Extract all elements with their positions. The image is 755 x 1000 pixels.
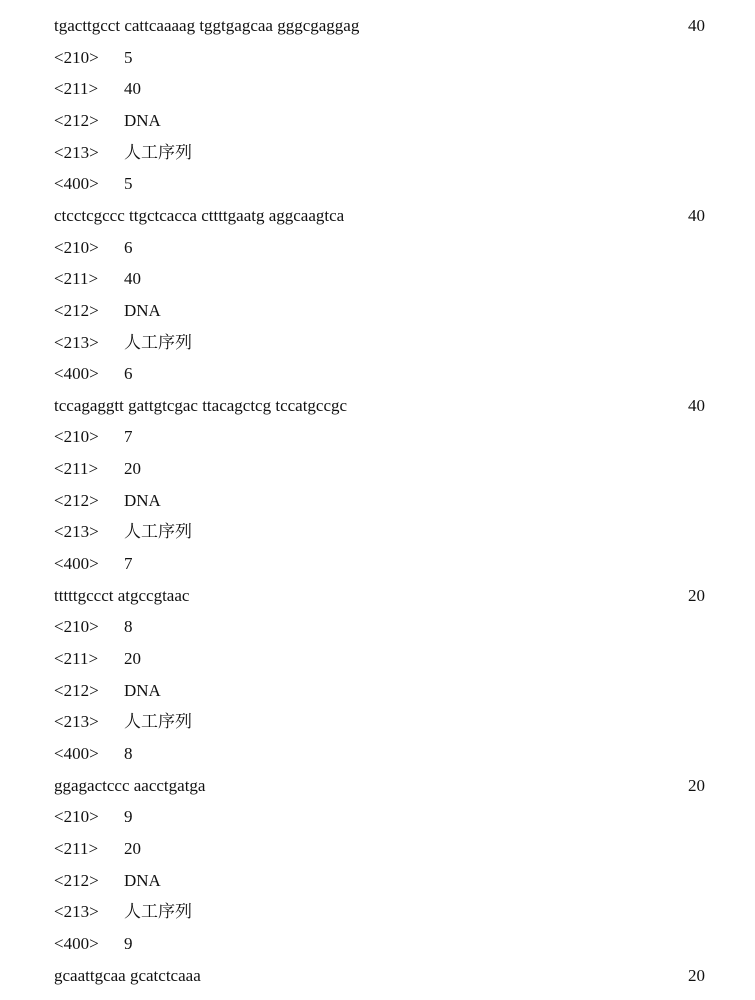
field-value: 5 [124, 47, 133, 67]
field-line [54, 521, 705, 543]
field-value: DNA [124, 870, 161, 890]
field-value: 9 [124, 933, 133, 953]
field-value: 6 [124, 364, 133, 384]
field-value: 9 [124, 807, 133, 827]
field-line [54, 680, 705, 702]
sequence-length: 20 [688, 585, 705, 605]
field-tag: <400> [54, 364, 99, 384]
field-tag: <212> [54, 300, 99, 320]
field-line [54, 142, 705, 164]
field-value: 20 [124, 838, 141, 858]
field-line [54, 838, 705, 860]
sequence-length: 40 [688, 395, 705, 415]
field-value: DNA [124, 680, 161, 700]
field-line [54, 648, 705, 670]
field-line [54, 363, 705, 385]
field-tag: <213> [54, 522, 99, 542]
field-value: 人工序列 [124, 332, 192, 352]
sequence-length: 40 [688, 16, 705, 35]
sequence-text: ggagactccc aacctgatga [54, 775, 206, 795]
field-line [54, 237, 705, 259]
field-tag: <400> [54, 933, 99, 953]
field-value: 20 [124, 649, 141, 668]
field-tag: <400> [54, 554, 99, 574]
field-tag: <211> [54, 649, 99, 668]
field-tag: <210> [54, 47, 99, 67]
sequence-text: gcaattgcaa gcatctcaaa [54, 965, 201, 985]
field-tag: <211> [54, 269, 99, 289]
sequence-line [54, 205, 705, 227]
field-line [54, 743, 705, 765]
field-tag: <210> [54, 237, 99, 257]
sequence-text: tccagaggtt gattgtcgac ttacagctcg tccatgccgc [54, 395, 348, 415]
field-line [54, 458, 705, 480]
field-line [54, 870, 705, 892]
field-tag: <212> [54, 490, 99, 510]
field-value: DNA [124, 490, 161, 510]
field-value: 6 [124, 237, 133, 257]
field-value: 人工序列 [124, 142, 192, 162]
field-value: 人工序列 [124, 712, 192, 732]
field-tag: <211> [54, 459, 99, 479]
field-line [54, 173, 705, 195]
sequence-line [54, 965, 705, 987]
field-line [54, 78, 705, 100]
sequence-text: tgacttgcct cattcaaaag tggtgagcaa gggcgaggag [54, 16, 360, 35]
sequence-text: tttttgccct atgccgtaac [54, 585, 190, 605]
field-value: 8 [124, 743, 133, 763]
field-tag: <213> [54, 712, 99, 732]
field-value: DNA [124, 300, 161, 320]
field-tag: <210> [54, 617, 99, 637]
field-value: 5 [124, 174, 133, 194]
field-line [54, 490, 705, 512]
field-value: DNA [124, 110, 161, 130]
field-line [54, 268, 705, 290]
field-tag: <210> [54, 427, 99, 447]
sequence-length: 20 [688, 965, 705, 985]
field-line [54, 901, 705, 923]
field-tag: <210> [54, 807, 99, 827]
field-line [54, 933, 705, 955]
field-value: 8 [124, 617, 133, 637]
field-tag: <212> [54, 870, 99, 890]
field-value: 7 [124, 427, 133, 447]
field-value: 7 [124, 554, 133, 574]
sequence-length: 40 [688, 205, 705, 225]
field-line [54, 110, 705, 132]
sequence-line [54, 15, 705, 37]
field-line [54, 300, 705, 322]
field-tag: <211> [54, 79, 99, 99]
field-tag: <400> [54, 174, 99, 194]
sequence-line [54, 395, 705, 417]
field-tag: <211> [54, 838, 99, 858]
field-line [54, 553, 705, 575]
field-value: 20 [124, 459, 141, 479]
field-tag: <212> [54, 680, 99, 700]
field-value: 40 [124, 79, 141, 99]
field-line [54, 47, 705, 69]
sequence-length: 20 [688, 775, 705, 795]
sequence-text: ctcctcgccc ttgctcacca cttttgaatg aggcaagtca [54, 205, 345, 225]
field-tag: <213> [54, 332, 99, 352]
field-tag: <213> [54, 902, 99, 922]
field-line [54, 711, 705, 733]
field-tag: <212> [54, 110, 99, 130]
field-value: 人工序列 [124, 522, 192, 542]
field-value: 人工序列 [124, 902, 192, 922]
field-line [54, 616, 705, 638]
field-value: 40 [124, 269, 141, 289]
field-line [54, 332, 705, 354]
field-line [54, 806, 705, 828]
field-tag: <400> [54, 743, 99, 763]
sequence-line [54, 585, 705, 607]
field-line [54, 426, 705, 448]
sequence-line [54, 775, 705, 797]
field-tag: <213> [54, 142, 99, 162]
